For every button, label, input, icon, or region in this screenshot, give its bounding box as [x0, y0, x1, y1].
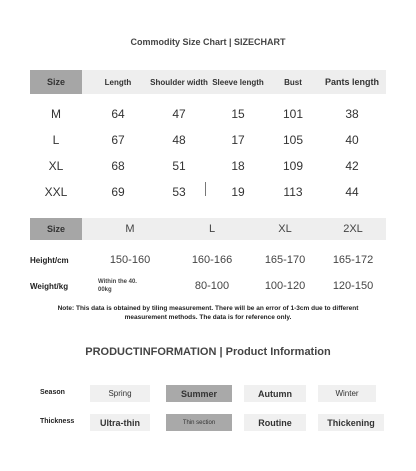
season-option-winter: Winter	[318, 385, 376, 402]
size-cell: L	[52, 133, 60, 147]
length-cell: 69	[111, 185, 125, 199]
length-cell: 68	[111, 159, 125, 173]
thickness-option-ultra-thin: Ultra-thin	[90, 414, 150, 431]
shoulder-cell: 47	[172, 107, 186, 121]
weight-row	[30, 274, 386, 298]
size-cell: XL	[48, 159, 64, 173]
weight-m-line1: Within the 40.	[98, 279, 137, 285]
fit-chart-header	[30, 218, 386, 240]
header-l: L	[208, 223, 216, 235]
sleeve-cell: 15	[231, 107, 245, 121]
product-info-title: PRODUCTINFORMATION | Product Information	[85, 346, 331, 358]
size-chart-header	[30, 70, 386, 94]
shoulder-cell: 53	[172, 185, 186, 199]
header-xl: XL	[278, 223, 292, 235]
header-shoulder-width: Shoulder width	[150, 77, 208, 87]
height-l: 160-166	[191, 254, 233, 266]
weight-xl: 100-120	[264, 280, 306, 292]
pants-cell: 44	[345, 185, 359, 199]
weight-l: 80-100	[194, 280, 230, 292]
weight-m	[90, 274, 170, 298]
pants-cell: 38	[345, 107, 359, 121]
thickness-option-routine: Routine	[244, 414, 306, 431]
sleeve-cell: 17	[231, 133, 245, 147]
season-option-autumn: Autumn	[244, 385, 306, 402]
pants-cell: 42	[345, 159, 359, 173]
thickness-option-thickening: Thickening	[318, 414, 384, 431]
header-pants-length: Pants length	[324, 77, 379, 87]
header-size: Size	[30, 70, 82, 94]
table-row	[30, 180, 386, 204]
bust-cell: 113	[283, 185, 303, 199]
header-bust: Bust	[284, 77, 302, 87]
header-length: Length	[104, 77, 132, 87]
header-m: M	[125, 223, 135, 235]
season-option-summer: Summer	[166, 385, 232, 402]
height-m: 150-160	[109, 254, 151, 266]
season-label: Season	[40, 389, 65, 396]
table-row	[30, 154, 386, 178]
size-chart-title: Commodity Size Chart | SIZECHART	[130, 37, 286, 47]
weight-m-line2: 00kg	[98, 287, 112, 293]
table-row	[30, 102, 386, 126]
length-cell: 67	[111, 133, 125, 147]
table-row	[30, 128, 386, 152]
bust-cell: 105	[282, 133, 304, 147]
weight-2xl: 120-150	[332, 280, 374, 292]
bust-cell: 101	[282, 107, 304, 121]
size-cell: XXL	[44, 185, 68, 199]
size-cell: M	[51, 107, 61, 121]
length-cell: 64	[111, 107, 125, 121]
height-2xl: 165-172	[332, 254, 374, 266]
measurement-note: Note: This data is obtained by tiling measurement. There will be an error of 1-3cm due to different measurement methods. The data is for reference only.	[57, 305, 359, 321]
shoulder-cell: 51	[172, 159, 186, 173]
season-option-spring: Spring	[90, 385, 150, 402]
header-sleeve-length: Sleeve length	[212, 77, 264, 87]
thickness-option-thin-section: Thin section	[166, 414, 232, 431]
weight-label: Weight/kg	[30, 281, 69, 291]
shoulder-cell: 48	[172, 133, 186, 147]
sleeve-cell: 18	[231, 159, 245, 173]
sleeve-cell: 19	[231, 185, 245, 199]
height-row	[30, 248, 386, 272]
header-2xl: 2XL	[343, 223, 363, 235]
height-label: Height/cm	[30, 255, 69, 265]
thickness-label: Thickness	[40, 418, 75, 425]
divider-mark	[205, 182, 206, 196]
header-size: Size	[30, 218, 82, 240]
bust-cell: 109	[282, 159, 304, 173]
height-xl: 165-170	[264, 254, 306, 266]
pants-cell: 40	[345, 133, 359, 147]
